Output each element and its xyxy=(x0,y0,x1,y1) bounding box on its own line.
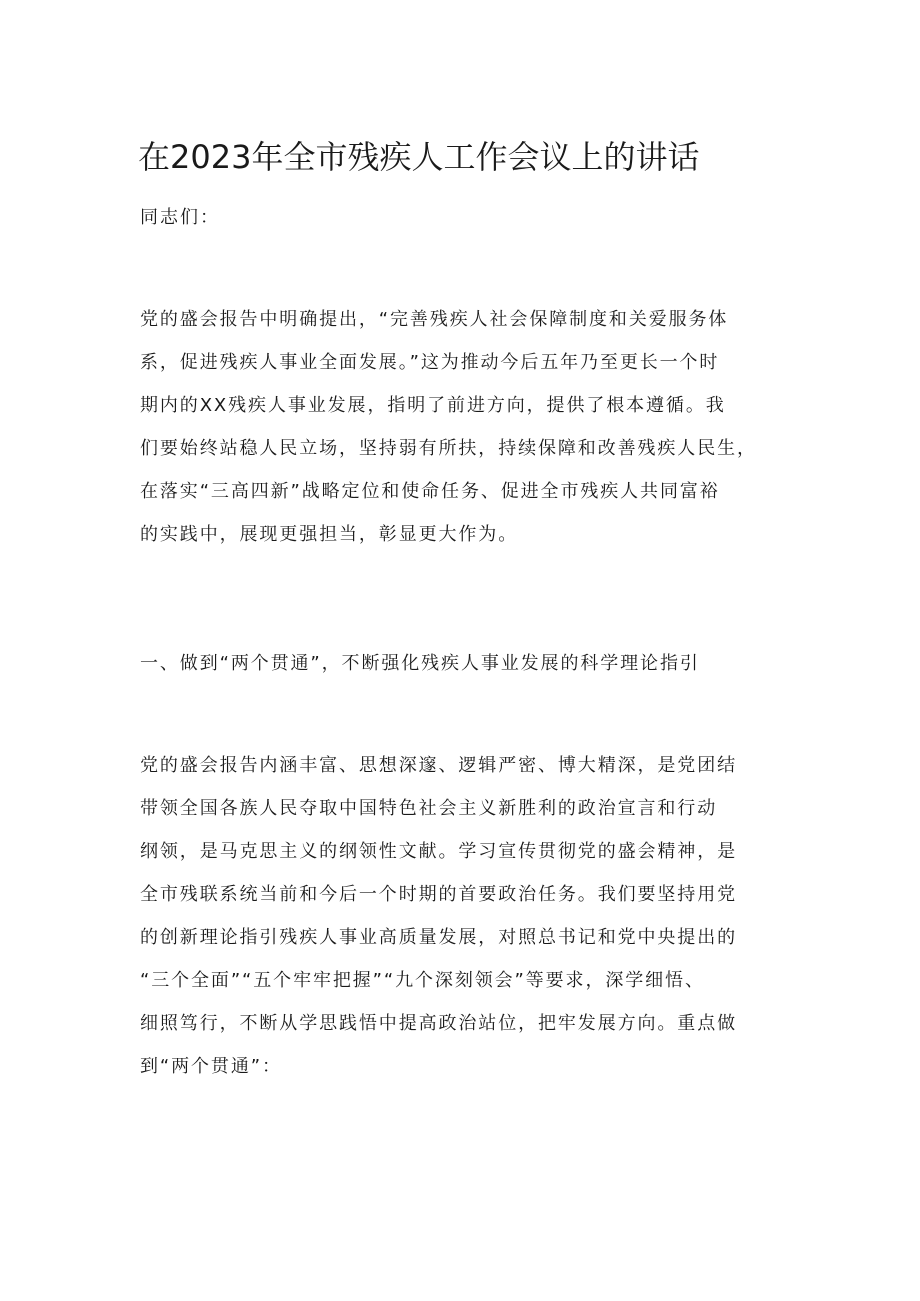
document-title: 在2023年全市残疾人工作会议上的讲话 xyxy=(138,138,700,176)
paragraph-line: “三个全面”“五个牢牢把握”“九个深刻领会”等要求，深学细悟、 xyxy=(140,970,705,991)
paragraph-line: 的创新理论指引残疾人事业高质量发展，对照总书记和党中央提出的 xyxy=(140,927,737,948)
paragraph-line: 期内的XX残疾人事业发展，指明了前进方向，提供了根本遵循。我 xyxy=(140,395,726,416)
paragraph-1 xyxy=(140,298,790,556)
paragraph-line: 在落实“三高四新”战略定位和使命任务、促进全市残疾人共同富裕 xyxy=(140,481,720,502)
paragraph-line: 们要始终站稳人民立场，坚持弱有所扶，持续保障和改善残疾人民生， xyxy=(140,438,757,459)
paragraph-line: 的实践中，展现更强担当，彰显更大作为。 xyxy=(140,524,519,545)
paragraph-line: 全市残联系统当前和今后一个时期的首要政治任务。我们要坚持用党 xyxy=(140,884,737,905)
paragraph-line: 带领全国各族人民夺取中国特色社会主义新胜利的政治宣言和行动 xyxy=(140,798,718,819)
paragraph-2 xyxy=(140,744,790,1088)
paragraph-line: 党的盛会报告中明确提出，“完善残疾人社会保障制度和关爱服务体 xyxy=(140,309,729,330)
paragraph-line: 系，促进残疾人事业全面发展。”这为推动今后五年乃至更长一个时 xyxy=(140,352,720,373)
paragraph-line: 纲领，是马克思主义的纲领性文献。学习宣传贯彻党的盛会精神，是 xyxy=(140,841,737,862)
salutation: 同志们： xyxy=(140,207,220,228)
paragraph-line: 到“两个贯通”： xyxy=(140,1056,282,1077)
paragraph-line: 党的盛会报告内涵丰富、思想深邃、逻辑严密、博大精深，是党团结 xyxy=(140,755,737,776)
section-1-heading: 一、做到“两个贯通”，不断强化残疾人事业发展的科学理论指引 xyxy=(140,653,700,674)
paragraph-line: 细照笃行，不断从学思践悟中提高政治站位，把牢发展方向。重点做 xyxy=(140,1013,737,1034)
